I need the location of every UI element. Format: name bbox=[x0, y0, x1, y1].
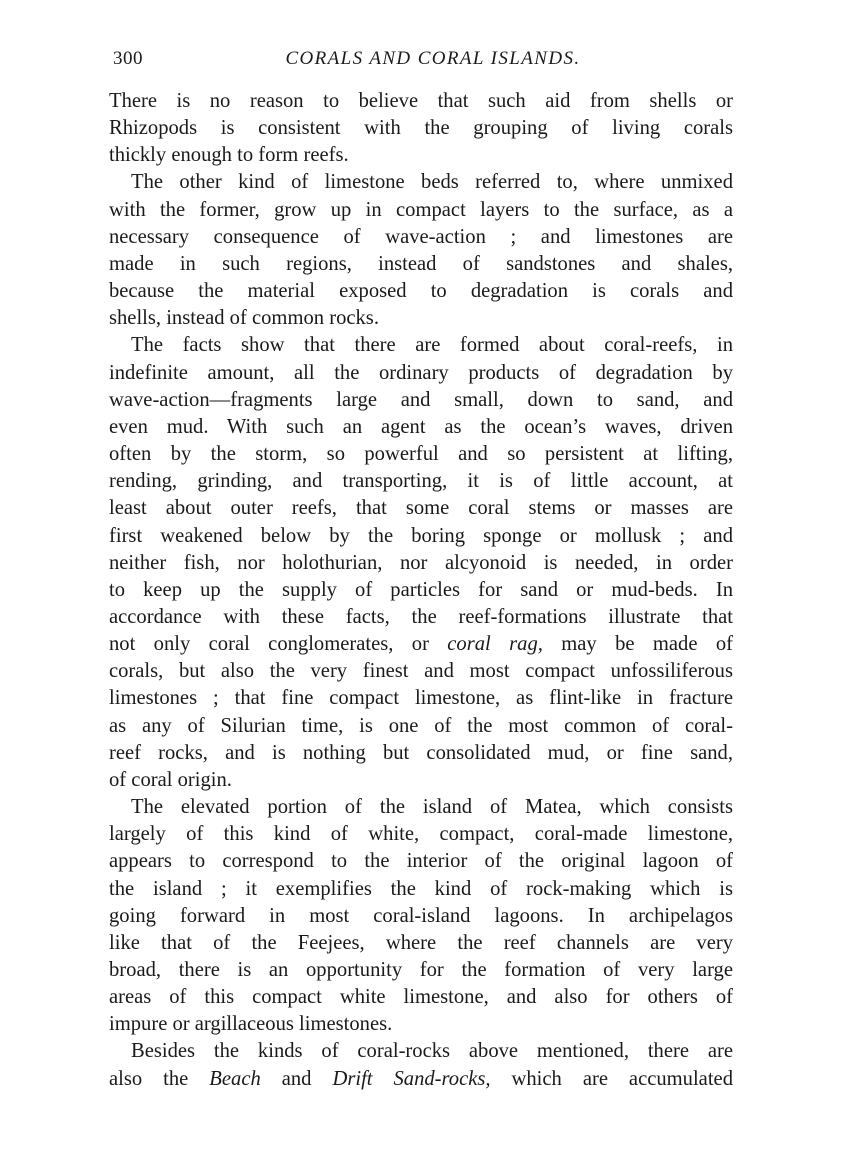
text-line: the island ; it exemplifies the kind of rock-making which is bbox=[109, 877, 733, 900]
text-segment: not only coral conglomerates, or bbox=[109, 633, 429, 656]
paragraph-5 bbox=[109, 1038, 733, 1092]
page-number: 300 bbox=[113, 48, 143, 69]
text-line-mixed bbox=[109, 1066, 733, 1093]
text-line: least about outer reefs, that some coral stems or masses are bbox=[109, 497, 733, 520]
text-line-mixed bbox=[109, 631, 733, 658]
text-line: to keep up the supply of particles for sand or mud-beds. In bbox=[109, 578, 733, 601]
text-line: even mud. With such an agent as the ocean’s waves, driven bbox=[109, 415, 733, 438]
text-line: reef rocks, and is nothing but consolidated mud, or fine sand, bbox=[109, 741, 733, 764]
text-line: thickly enough to form reefs. bbox=[109, 144, 349, 167]
text-line: impure or argillaceous limestones. bbox=[109, 1013, 393, 1036]
italic-term: Drift Sand-rocks, bbox=[332, 1067, 491, 1090]
text-line: of coral origin. bbox=[109, 768, 232, 791]
text-line: Rhizopods is consistent with the grouping of living corals bbox=[109, 117, 733, 140]
paragraph-1 bbox=[109, 88, 733, 169]
text-line: indefinite amount, all the ordinary products of degradation by bbox=[109, 361, 733, 384]
text-line: shells, instead of common rocks. bbox=[109, 307, 379, 330]
text-line: The elevated portion of the island of Matea, which consists bbox=[131, 796, 733, 819]
text-line: rending, grinding, and transporting, it is of little account, at bbox=[109, 470, 733, 493]
text-segment: and bbox=[281, 1067, 312, 1090]
text-line: neither fish, nor holothurian, nor alcyonoid is needed, in order bbox=[109, 551, 733, 574]
text-line: The facts show that there are formed about coral-reefs, in bbox=[131, 334, 733, 357]
text-line: as any of Silurian time, is one of the most common of coral- bbox=[109, 714, 733, 737]
text-line: like that of the Feejees, where the reef channels are very bbox=[109, 931, 733, 954]
running-head bbox=[113, 48, 733, 78]
text-line: wave-action—fragments large and small, down to sand, and bbox=[109, 388, 733, 411]
text-line: largely of this kind of white, compact, coral-made limestone, bbox=[109, 823, 733, 846]
paragraph-2 bbox=[109, 169, 733, 332]
running-title: CORALS AND CORAL ISLANDS. bbox=[285, 48, 581, 69]
italic-term: Beach bbox=[209, 1067, 261, 1090]
text-line: accordance with these facts, the reef-formations illustrate that bbox=[109, 605, 733, 628]
text-line: first weakened below by the boring sponge or mollusk ; and bbox=[109, 524, 733, 547]
text-line: with the former, grow up in compact layers to the surface, as a bbox=[109, 198, 733, 221]
italic-term: coral rag, bbox=[447, 633, 543, 656]
text-line: areas of this compact white limestone, and also for others of bbox=[109, 986, 733, 1009]
text-line: The other kind of limestone beds referred to, where unmixed bbox=[131, 171, 733, 194]
paragraph-3 bbox=[109, 332, 733, 794]
paragraph-4 bbox=[109, 794, 733, 1038]
text-line: broad, there is an opportunity for the formation of very large bbox=[109, 959, 733, 981]
text-line: necessary consequence of wave-action ; and limestones are bbox=[109, 225, 733, 248]
text-line: corals, but also the very finest and most compact unfossiliferous bbox=[109, 660, 733, 683]
text-line: going forward in most coral-island lagoons. In archipelagos bbox=[109, 904, 733, 927]
text-line: made in such regions, instead of sandstones and shales, bbox=[109, 252, 733, 275]
text-segment: may be made of bbox=[561, 633, 733, 656]
text-segment: also the bbox=[109, 1067, 189, 1090]
text-line: Besides the kinds of coral-rocks above mentioned, there are bbox=[131, 1040, 733, 1063]
text-segment: which are accumulated bbox=[511, 1067, 733, 1090]
text-line: often by the storm, so powerful and so persistent at lifting, bbox=[109, 443, 733, 466]
text-line: limestones ; that fine compact limestone, as flint-like in fracture bbox=[109, 687, 733, 710]
text-line: because the material exposed to degradation is corals and bbox=[109, 280, 733, 303]
body-text bbox=[109, 88, 733, 1093]
text-line: appears to correspond to the interior of the original lagoon of bbox=[109, 850, 733, 873]
text-line: There is no reason to believe that such aid from shells or bbox=[109, 90, 733, 112]
